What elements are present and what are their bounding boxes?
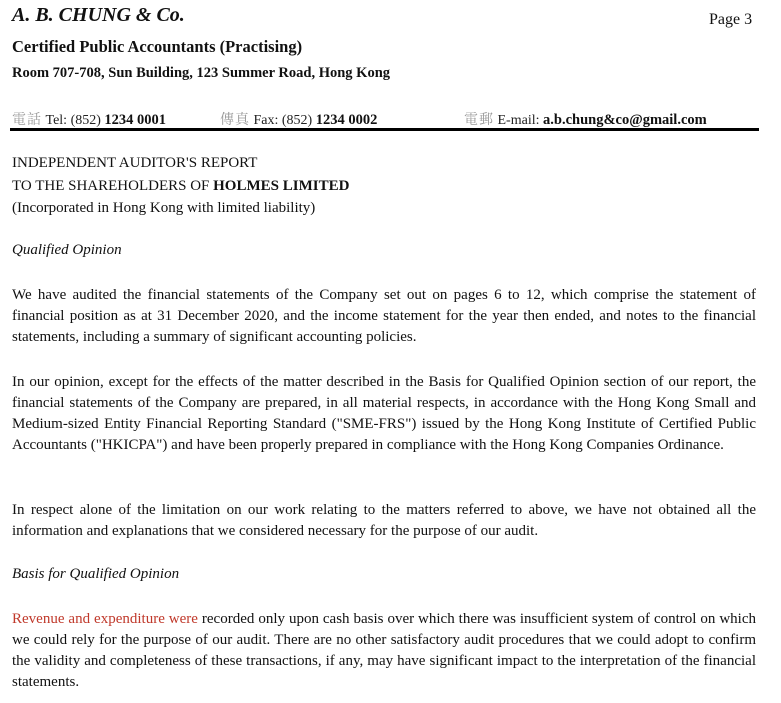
tel-label: Tel: (852) bbox=[45, 113, 101, 128]
paragraph-audit-scope: We have audited the financial statements of the Company set out on pages 6 to 12, which comprise the statement of financial position as at 31 December 2020, and the income statement for the year then ended, and notes to the financial statements, including a summary of significant accounting policies. bbox=[12, 287, 756, 345]
contact-email bbox=[464, 109, 707, 129]
header-divider bbox=[10, 128, 759, 131]
paragraph-basis bbox=[12, 609, 756, 693]
incorporation-note: (Incorporated in Hong Kong with limited liability) bbox=[12, 200, 316, 216]
fax-chinese-label: 傳真 bbox=[220, 113, 250, 128]
contact-fax bbox=[220, 109, 377, 129]
basis-heading: Basis for Qualified Opinion bbox=[12, 566, 180, 582]
highlighted-text: Revenue and expenditure were bbox=[12, 611, 198, 627]
report-addressee bbox=[12, 178, 349, 195]
tel-value: 1234 0001 bbox=[104, 112, 167, 128]
paragraph-basis-rest: recorded only upon cash basis over which there was insufficient system of control on which we could rely for the purpose of our audit. There are no other satisfactory audit procedures that we could adopt to confirm the validity and completeness of these transactions, if any, may have significant impact to the interpretation of the financial statements. bbox=[12, 611, 756, 690]
email-value: a.b.chung&co@gmail.com bbox=[543, 112, 707, 128]
company-name: HOLMES LIMITED bbox=[213, 178, 350, 194]
paragraph-limitation: In respect alone of the limitation on our work relating to the matters referred to above, we have not obtained all the information and explanations that we considered necessary for the purpose of our audit. bbox=[12, 502, 756, 539]
tel-chinese-label: 電話 bbox=[12, 113, 42, 128]
report-title: INDEPENDENT AUDITOR'S REPORT bbox=[12, 155, 258, 171]
paragraph-opinion: In our opinion, except for the effects of the matter described in the Basis for Qualified Opinion section of our report, the financial statements of the Company are prepared, in all material respects, in accordance with the Hong Kong Small and Medium-sized Entity Financial Reporting Standard ("SME-FRS") issued by the Hong Kong Institute of Certified Public Accountants ("HKICPA") and have been properly prepared in compliance with the Hong Kong Companies Ordinance. bbox=[12, 374, 756, 453]
addressee-prefix: TO THE SHAREHOLDERS OF bbox=[12, 178, 210, 194]
firm-description: Certified Public Accountants (Practising) bbox=[12, 37, 303, 56]
qualified-opinion-heading: Qualified Opinion bbox=[12, 242, 122, 258]
fax-value: 1234 0002 bbox=[315, 112, 378, 128]
page-number: Page 3 bbox=[709, 11, 753, 28]
email-label: E-mail: bbox=[497, 113, 540, 128]
firm-name: A. B. CHUNG & Co. bbox=[12, 4, 185, 26]
fax-label: Fax: (852) bbox=[253, 113, 313, 128]
contact-telephone bbox=[12, 109, 166, 129]
firm-address: Room 707-708, Sun Building, 123 Summer Road, Hong Kong bbox=[12, 65, 391, 81]
email-chinese-label: 電郵 bbox=[464, 113, 494, 128]
